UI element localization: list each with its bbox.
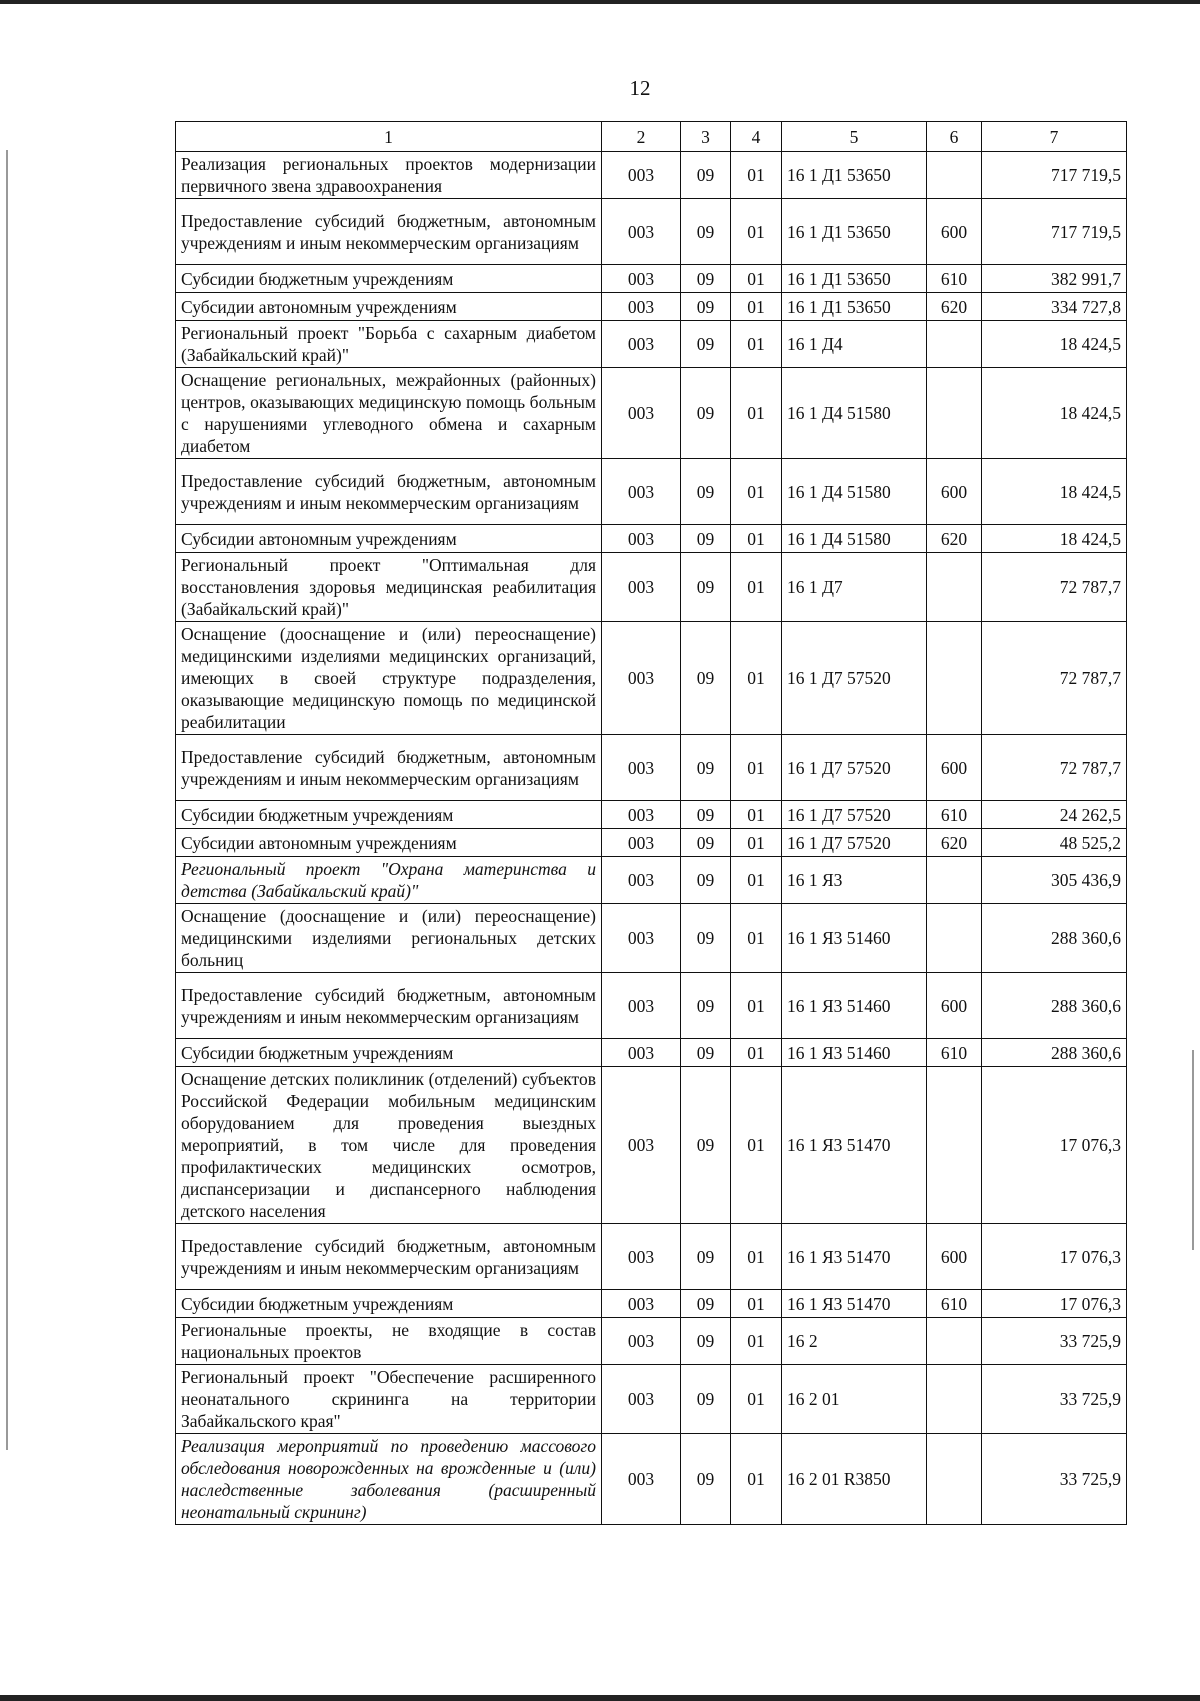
row-section-cell: 09 (681, 735, 731, 801)
row-admin-code-cell: 003 (602, 152, 681, 199)
table-row (176, 1290, 1127, 1318)
row-target-article-cell: 16 1 Д4 (782, 321, 927, 368)
row-section-cell: 09 (681, 459, 731, 525)
row-target-article-cell: 16 1 Д7 57520 (782, 735, 927, 801)
row-subsection-cell: 01 (731, 1290, 782, 1318)
row-subsection-cell: 01 (731, 1318, 782, 1365)
row-expense-type-cell (927, 553, 982, 622)
row-expense-type-cell (927, 1434, 982, 1525)
row-name-cell: Реализация региональных проектов модернизации первичного звена здравоохранения (176, 152, 602, 199)
table-row (176, 904, 1127, 973)
row-amount-cell: 48 525,2 (982, 829, 1127, 857)
row-section-cell: 09 (681, 857, 731, 904)
row-admin-code-cell: 003 (602, 622, 681, 735)
row-expense-type-cell: 600 (927, 1224, 982, 1290)
row-subsection-cell: 01 (731, 1067, 782, 1224)
header-col-6: 6 (927, 122, 982, 152)
row-expense-type-cell (927, 1365, 982, 1434)
table-body (176, 152, 1127, 1525)
row-name-cell: Региональный проект "Обеспечение расширенного неонатального скрининга на территории Забайкальского края" (176, 1365, 602, 1434)
row-target-article-cell: 16 1 Я3 51460 (782, 973, 927, 1039)
scan-edge-top (0, 0, 1200, 4)
row-admin-code-cell: 003 (602, 735, 681, 801)
scan-edge-bottom (0, 1695, 1200, 1701)
row-section-cell: 09 (681, 829, 731, 857)
table-row (176, 368, 1127, 459)
row-name-cell: Предоставление субсидий бюджетным, автономным учреждениям и иным некоммерческим организациям (176, 735, 602, 801)
row-target-article-cell: 16 2 (782, 1318, 927, 1365)
row-admin-code-cell: 003 (602, 265, 681, 293)
row-target-article-cell: 16 1 Д7 57520 (782, 829, 927, 857)
row-name-cell: Региональные проекты, не входящие в состав национальных проектов (176, 1318, 602, 1365)
header-col-7: 7 (982, 122, 1127, 152)
row-subsection-cell: 01 (731, 152, 782, 199)
row-target-article-cell: 16 1 Д1 53650 (782, 265, 927, 293)
row-expense-type-cell (927, 622, 982, 735)
row-amount-cell: 18 424,5 (982, 321, 1127, 368)
row-name-cell: Субсидии автономным учреждениям (176, 525, 602, 553)
row-amount-cell: 18 424,5 (982, 525, 1127, 553)
row-name-cell: Субсидии бюджетным учреждениям (176, 265, 602, 293)
table-row (176, 622, 1127, 735)
row-amount-cell: 18 424,5 (982, 459, 1127, 525)
scan-line-left (6, 150, 8, 1450)
row-amount-cell: 72 787,7 (982, 735, 1127, 801)
table-row (176, 553, 1127, 622)
table-row (176, 525, 1127, 553)
row-amount-cell: 17 076,3 (982, 1224, 1127, 1290)
row-admin-code-cell: 003 (602, 293, 681, 321)
table-row (176, 857, 1127, 904)
row-subsection-cell: 01 (731, 1434, 782, 1525)
table-row (176, 735, 1127, 801)
row-admin-code-cell: 003 (602, 368, 681, 459)
row-subsection-cell: 01 (731, 1224, 782, 1290)
row-name-cell: Субсидии автономным учреждениям (176, 829, 602, 857)
row-admin-code-cell: 003 (602, 1290, 681, 1318)
row-amount-cell: 24 262,5 (982, 801, 1127, 829)
table-row (176, 829, 1127, 857)
row-section-cell: 09 (681, 199, 731, 265)
table-row (176, 1318, 1127, 1365)
row-admin-code-cell: 003 (602, 973, 681, 1039)
row-section-cell: 09 (681, 1434, 731, 1525)
table-row (176, 1067, 1127, 1224)
row-name-cell: Оснащение региональных, межрайонных (районных) центров, оказывающих медицинскую помощь больным с нарушениями углеводного обмена и сахарным диабетом (176, 368, 602, 459)
row-target-article-cell: 16 1 Я3 51460 (782, 904, 927, 973)
row-amount-cell: 717 719,5 (982, 152, 1127, 199)
row-section-cell: 09 (681, 622, 731, 735)
row-section-cell: 09 (681, 801, 731, 829)
row-name-cell: Оснащение детских поликлиник (отделений) субъектов Российской Федерации мобильным медицинским оборудованием для проведения выездных мероприятий, в том числе для проведения профилактических медицинских осмотров, диспансеризации и диспансерного наблюдения детского населения (176, 1067, 602, 1224)
header-col-4: 4 (731, 122, 782, 152)
row-expense-type-cell: 600 (927, 973, 982, 1039)
table-row (176, 265, 1127, 293)
row-name-cell: Субсидии бюджетным учреждениям (176, 1039, 602, 1067)
row-expense-type-cell (927, 152, 982, 199)
table-row (176, 1434, 1127, 1525)
row-subsection-cell: 01 (731, 829, 782, 857)
row-admin-code-cell: 003 (602, 553, 681, 622)
row-name-cell: Региональный проект "Оптимальная для восстановления здоровья медицинская реабилитация (Забайкальский край)" (176, 553, 602, 622)
table-row (176, 1039, 1127, 1067)
table-row (176, 293, 1127, 321)
row-subsection-cell: 01 (731, 293, 782, 321)
row-section-cell: 09 (681, 1039, 731, 1067)
row-target-article-cell: 16 1 Я3 51460 (782, 1039, 927, 1067)
row-expense-type-cell: 620 (927, 293, 982, 321)
row-expense-type-cell: 610 (927, 1039, 982, 1067)
row-subsection-cell: 01 (731, 904, 782, 973)
row-subsection-cell: 01 (731, 801, 782, 829)
row-section-cell: 09 (681, 904, 731, 973)
row-expense-type-cell: 620 (927, 829, 982, 857)
row-section-cell: 09 (681, 368, 731, 459)
row-admin-code-cell: 003 (602, 1067, 681, 1224)
row-section-cell: 09 (681, 265, 731, 293)
row-amount-cell: 717 719,5 (982, 199, 1127, 265)
header-row (176, 122, 1127, 152)
row-section-cell: 09 (681, 321, 731, 368)
row-admin-code-cell: 003 (602, 1224, 681, 1290)
row-section-cell: 09 (681, 1290, 731, 1318)
row-expense-type-cell: 610 (927, 1290, 982, 1318)
row-admin-code-cell: 003 (602, 1318, 681, 1365)
row-subsection-cell: 01 (731, 368, 782, 459)
row-name-cell: Региональный проект "Охрана материнства и детства (Забайкальский край)" (176, 857, 602, 904)
row-admin-code-cell: 003 (602, 1434, 681, 1525)
row-amount-cell: 18 424,5 (982, 368, 1127, 459)
table-row (176, 459, 1127, 525)
row-target-article-cell: 16 1 Д4 51580 (782, 459, 927, 525)
row-name-cell: Субсидии автономным учреждениям (176, 293, 602, 321)
row-section-cell: 09 (681, 553, 731, 622)
table-row (176, 973, 1127, 1039)
row-subsection-cell: 01 (731, 525, 782, 553)
row-section-cell: 09 (681, 1224, 731, 1290)
row-name-cell: Оснащение (дооснащение и (или) переоснащение) медицинскими изделиями медицинских организаций, имеющих в своей структуре подразделения, оказывающие медицинскую помощь по медицинской реабилитации (176, 622, 602, 735)
row-admin-code-cell: 003 (602, 1365, 681, 1434)
row-expense-type-cell (927, 368, 982, 459)
row-target-article-cell: 16 1 Я3 (782, 857, 927, 904)
row-section-cell: 09 (681, 1318, 731, 1365)
row-name-cell: Предоставление субсидий бюджетным, автономным учреждениям и иным некоммерческим организациям (176, 199, 602, 265)
row-amount-cell: 334 727,8 (982, 293, 1127, 321)
table-row (176, 199, 1127, 265)
row-admin-code-cell: 003 (602, 321, 681, 368)
row-target-article-cell: 16 1 Д1 53650 (782, 152, 927, 199)
table-row (176, 321, 1127, 368)
row-admin-code-cell: 003 (602, 459, 681, 525)
row-name-cell: Предоставление субсидий бюджетным, автономным учреждениям и иным некоммерческим организациям (176, 973, 602, 1039)
row-admin-code-cell: 003 (602, 801, 681, 829)
row-subsection-cell: 01 (731, 459, 782, 525)
row-target-article-cell: 16 1 Я3 51470 (782, 1067, 927, 1224)
row-target-article-cell: 16 1 Я3 51470 (782, 1224, 927, 1290)
row-subsection-cell: 01 (731, 1039, 782, 1067)
row-target-article-cell: 16 1 Д7 (782, 553, 927, 622)
table-row (176, 1224, 1127, 1290)
row-admin-code-cell: 003 (602, 857, 681, 904)
header-col-1: 1 (176, 122, 602, 152)
row-amount-cell: 72 787,7 (982, 622, 1127, 735)
row-name-cell: Оснащение (дооснащение и (или) переоснащение) медицинскими изделиями региональных детских больниц (176, 904, 602, 973)
row-admin-code-cell: 003 (602, 829, 681, 857)
row-amount-cell: 305 436,9 (982, 857, 1127, 904)
row-subsection-cell: 01 (731, 265, 782, 293)
row-amount-cell: 33 725,9 (982, 1434, 1127, 1525)
row-target-article-cell: 16 1 Д4 51580 (782, 525, 927, 553)
row-name-cell: Предоставление субсидий бюджетным, автономным учреждениям и иным некоммерческим организациям (176, 1224, 602, 1290)
row-name-cell: Реализация мероприятий по проведению массового обследования новорожденных на врожденные и (или) наследственные заболевания (расширенный неонатальный скрининг) (176, 1434, 602, 1525)
row-name-cell: Субсидии бюджетным учреждениям (176, 801, 602, 829)
row-expense-type-cell: 620 (927, 525, 982, 553)
row-amount-cell: 17 076,3 (982, 1290, 1127, 1318)
row-section-cell: 09 (681, 1365, 731, 1434)
row-target-article-cell: 16 1 Д1 53650 (782, 293, 927, 321)
row-expense-type-cell (927, 904, 982, 973)
row-expense-type-cell (927, 321, 982, 368)
row-name-cell: Предоставление субсидий бюджетным, автономным учреждениям и иным некоммерческим организациям (176, 459, 602, 525)
row-expense-type-cell (927, 1318, 982, 1365)
row-section-cell: 09 (681, 293, 731, 321)
table-row (176, 1365, 1127, 1434)
row-target-article-cell: 16 1 Д4 51580 (782, 368, 927, 459)
row-name-cell: Региональный проект "Борьба с сахарным диабетом (Забайкальский край)" (176, 321, 602, 368)
row-expense-type-cell: 600 (927, 735, 982, 801)
row-amount-cell: 288 360,6 (982, 1039, 1127, 1067)
row-subsection-cell: 01 (731, 622, 782, 735)
row-amount-cell: 17 076,3 (982, 1067, 1127, 1224)
table-row (176, 801, 1127, 829)
row-target-article-cell: 16 1 Д7 57520 (782, 622, 927, 735)
row-subsection-cell: 01 (731, 1365, 782, 1434)
row-section-cell: 09 (681, 973, 731, 1039)
row-target-article-cell: 16 1 Д7 57520 (782, 801, 927, 829)
row-admin-code-cell: 003 (602, 199, 681, 265)
row-admin-code-cell: 003 (602, 525, 681, 553)
row-amount-cell: 33 725,9 (982, 1318, 1127, 1365)
row-section-cell: 09 (681, 525, 731, 553)
row-subsection-cell: 01 (731, 973, 782, 1039)
header-col-3: 3 (681, 122, 731, 152)
header-col-2: 2 (602, 122, 681, 152)
row-subsection-cell: 01 (731, 321, 782, 368)
row-target-article-cell: 16 1 Д1 53650 (782, 199, 927, 265)
row-amount-cell: 288 360,6 (982, 904, 1127, 973)
table-row (176, 152, 1127, 199)
row-amount-cell: 288 360,6 (982, 973, 1127, 1039)
row-section-cell: 09 (681, 1067, 731, 1224)
row-target-article-cell: 16 2 01 (782, 1365, 927, 1434)
row-expense-type-cell: 600 (927, 459, 982, 525)
row-subsection-cell: 01 (731, 553, 782, 622)
row-name-cell: Субсидии бюджетным учреждениям (176, 1290, 602, 1318)
row-expense-type-cell (927, 1067, 982, 1224)
row-amount-cell: 382 991,7 (982, 265, 1127, 293)
scan-line-right (1192, 1050, 1194, 1250)
row-subsection-cell: 01 (731, 199, 782, 265)
row-expense-type-cell: 610 (927, 265, 982, 293)
header-col-5: 5 (782, 122, 927, 152)
page-number: 12 (629, 76, 651, 100)
row-amount-cell: 72 787,7 (982, 553, 1127, 622)
row-expense-type-cell: 600 (927, 199, 982, 265)
budget-table (175, 121, 1127, 1525)
row-admin-code-cell: 003 (602, 1039, 681, 1067)
row-target-article-cell: 16 1 Я3 51470 (782, 1290, 927, 1318)
row-admin-code-cell: 003 (602, 904, 681, 973)
row-section-cell: 09 (681, 152, 731, 199)
row-target-article-cell: 16 2 01 R3850 (782, 1434, 927, 1525)
row-expense-type-cell (927, 857, 982, 904)
row-subsection-cell: 01 (731, 857, 782, 904)
row-expense-type-cell: 610 (927, 801, 982, 829)
row-subsection-cell: 01 (731, 735, 782, 801)
row-amount-cell: 33 725,9 (982, 1365, 1127, 1434)
